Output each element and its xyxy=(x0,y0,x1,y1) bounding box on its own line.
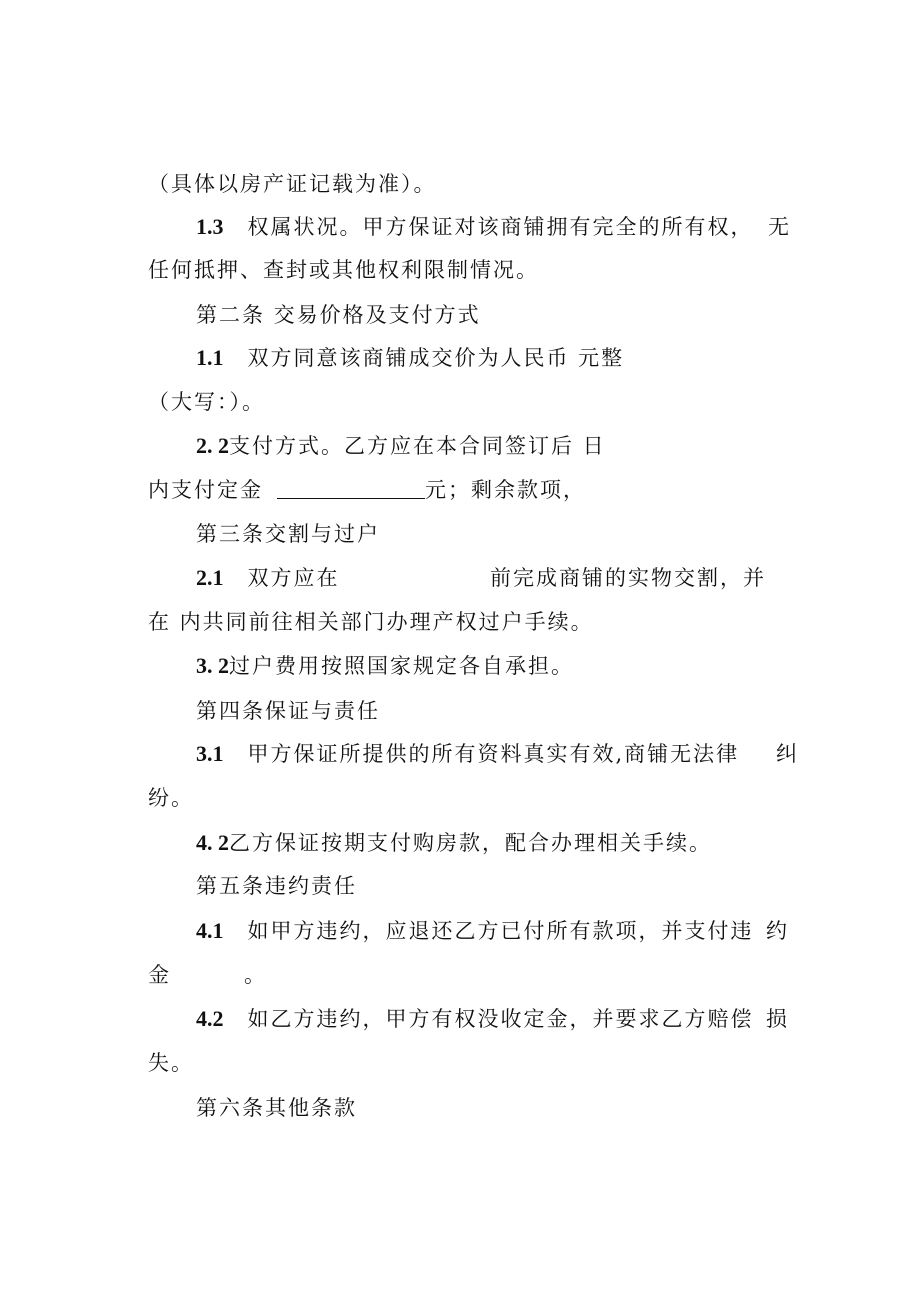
line-text: 在 内共同前往相关部门办理产权过户手续。 xyxy=(148,610,594,634)
line-text: 乙方保证按期支付购房款，配合办理相关手续。 xyxy=(229,831,712,855)
clause-line xyxy=(196,1005,754,1033)
line-tail xyxy=(766,917,789,945)
line-text: 金 xyxy=(148,963,171,987)
line-text: 纷。 xyxy=(148,786,194,810)
line-text: 支付方式。乙方应在本合同签订后 日 xyxy=(229,434,606,458)
line-tail-text: 纠 xyxy=(776,742,799,766)
line-text: （具体以房产证记载为准）。 xyxy=(148,172,437,196)
line-text: 内支付定金 xyxy=(148,478,263,502)
line-tail-text: 无 xyxy=(768,215,791,239)
line-text-after: 。 xyxy=(244,963,267,987)
line-text: 失。 xyxy=(148,1051,194,1075)
fill-in-blank xyxy=(277,480,425,499)
line-text-after: 元；剩余款项， xyxy=(425,478,586,502)
section-heading xyxy=(196,1094,357,1122)
section-heading-text: 第三条交割与过户 xyxy=(196,522,380,546)
line-tail xyxy=(776,740,799,768)
line-text: （大写：）。 xyxy=(148,390,265,414)
clause-line xyxy=(196,829,712,857)
clause-number: 3.1 xyxy=(196,741,224,766)
clause-number: 4.2 xyxy=(196,1006,224,1031)
clause-number: 1.1 xyxy=(196,345,224,370)
line-tail-text: 约 xyxy=(766,919,789,943)
line-tail xyxy=(768,213,791,241)
line-text: 过户费用按照国家规定各自承担。 xyxy=(229,654,574,678)
text-line xyxy=(148,388,265,416)
clause-line xyxy=(196,213,754,241)
line-text: 双方应在 xyxy=(247,566,340,590)
clause-number: 1.3 xyxy=(196,214,224,239)
section-heading xyxy=(196,301,481,329)
line-text: 双方同意该商铺成交价为人民币 元整 xyxy=(247,346,625,370)
line-tail-text: 损 xyxy=(766,1007,789,1031)
text-line xyxy=(148,784,194,812)
clause-line xyxy=(196,344,624,372)
clause-line xyxy=(196,740,739,768)
line-text: 如甲方违约，应退还乙方已付所有款项，并支付违 xyxy=(247,919,754,943)
clause-number: 2.1 xyxy=(196,565,224,590)
section-heading-text: 第六条其他条款 xyxy=(196,1096,357,1120)
clause-line xyxy=(196,564,340,592)
text-line xyxy=(148,961,171,989)
text-line xyxy=(148,256,539,284)
line-text: 如乙方违约，甲方有权没收定金，并要求乙方赔偿 xyxy=(247,1007,754,1031)
clause-number: 4. 2 xyxy=(196,830,229,855)
text-line xyxy=(148,476,586,504)
line-text: 权属状况。甲方保证对该商铺拥有完全的所有权， xyxy=(247,215,754,239)
clause-line xyxy=(196,432,606,460)
section-heading xyxy=(196,872,357,900)
section-heading-text: 第四条保证与责任 xyxy=(196,699,380,723)
clause-number: 3. 2 xyxy=(196,653,229,678)
section-heading xyxy=(196,520,380,548)
text-line xyxy=(148,1049,194,1077)
text-line xyxy=(148,170,437,198)
line-continuation xyxy=(244,961,267,989)
clause-line xyxy=(196,917,754,945)
line-text-continuation: 前完成商铺的实物交割，并 xyxy=(490,566,766,590)
line-tail xyxy=(766,1005,789,1033)
text-line xyxy=(148,608,594,636)
clause-number: 2. 2 xyxy=(196,433,229,458)
line-text: 甲方保证所提供的所有资料真实有效,商铺无法律 xyxy=(247,742,740,766)
section-heading-text: 第二条 交易价格及支付方式 xyxy=(196,303,481,327)
section-heading-text: 第五条违约责任 xyxy=(196,874,357,898)
line-continuation xyxy=(490,564,766,592)
clause-number: 4.1 xyxy=(196,918,224,943)
clause-line xyxy=(196,652,574,680)
line-text: 任何抵押、查封或其他权利限制情况。 xyxy=(148,258,539,282)
section-heading xyxy=(196,697,380,725)
